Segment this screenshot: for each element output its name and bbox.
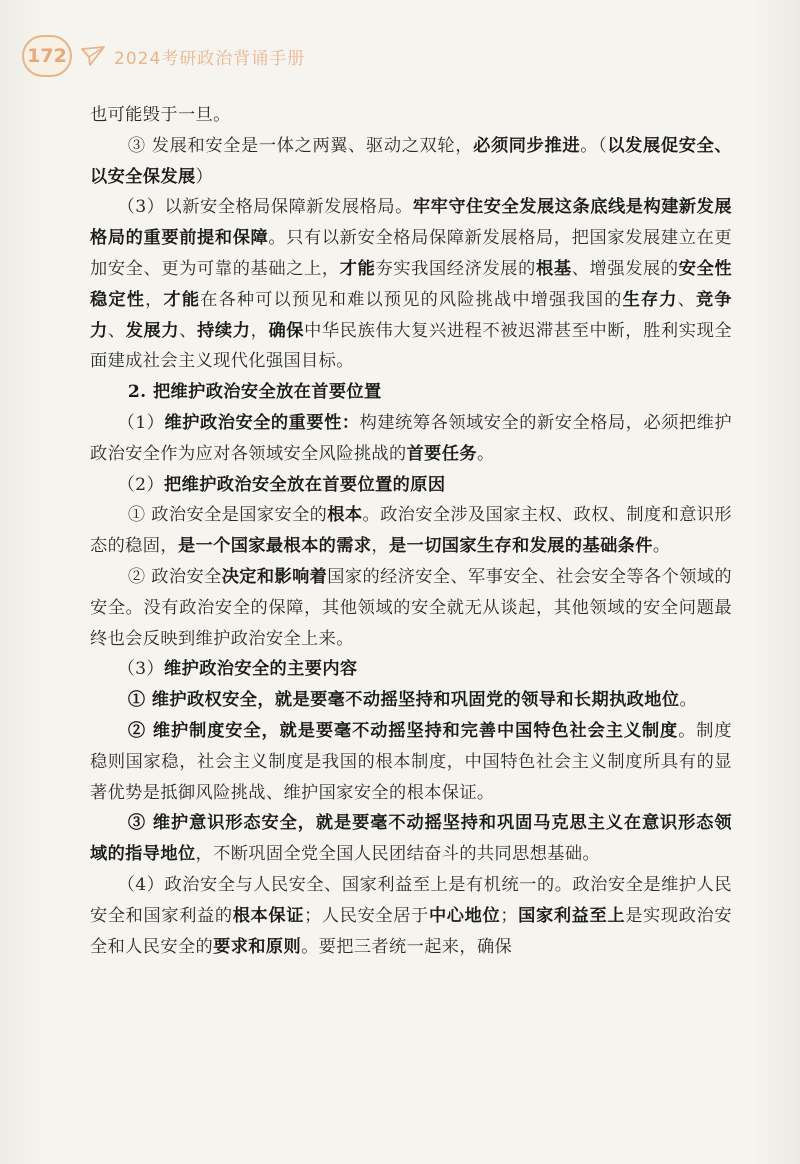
- page-number-badge: [22, 35, 72, 77]
- book-title: 2024考研政治背诵手册: [114, 48, 306, 69]
- text-run: 是实现政治安全和人民安全的: [90, 905, 732, 957]
- text-run: 构建统筹各领域安全的新安全格局，必须把维护政治安全作为应对各领域安全风险挑战的: [90, 412, 732, 464]
- paragraph: [90, 808, 732, 870]
- emphasis-text: 是一个国家最根本的需求: [177, 536, 372, 557]
- emphasis-text: 以发展促安全、以安全保发展: [90, 135, 733, 187]
- emphasis-text: 要求和原则: [213, 936, 302, 957]
- emphasis-text: 持续力: [197, 320, 251, 341]
- emphasis-text: 维护政治安全的重要性：: [164, 412, 360, 433]
- paragraph: [90, 562, 732, 654]
- paragraph: [90, 716, 732, 808]
- paragraph: [90, 192, 732, 377]
- text-run: ；人民安全居于: [304, 905, 429, 926]
- emphasis-text: 根本保证: [232, 905, 305, 926]
- text-run: 。: [476, 443, 495, 464]
- section-heading: [90, 377, 732, 408]
- emphasis-text: ① 维护政权安全，就是要毫不动摇坚持和巩固党的领导和长期执政地位: [127, 690, 680, 711]
- text-run: 。只有以新安全格局保障新发展格局，把国家发展建立在更加安全、更为可靠的基础之上，: [90, 228, 732, 279]
- emphasis-text: 中心地位: [428, 905, 501, 926]
- emphasis-text: 才能: [163, 289, 201, 310]
- text-run: 在各种可以预见和难以预见的风险挑战中增强我国的: [200, 289, 623, 310]
- body-text: [90, 100, 732, 962]
- text-run: 国家的经济安全、军事安全、社会安全等各个领域的安全。没有政治安全的保障，其他领域的安全就无从谈起，其他领域的安全问题最终也会反映到维护政治安全上来。: [90, 566, 732, 649]
- text-run: ，不断巩固全党全国人民团结奋斗的共同思想基础。: [195, 844, 601, 865]
- text-run: ② 政治安全: [127, 566, 222, 587]
- emphasis-text: 决定和影响着: [221, 566, 328, 587]
- paper-plane-icon: [80, 45, 106, 67]
- emphasis-text: 首要任务: [406, 443, 477, 464]
- text-run: （1）: [117, 412, 165, 433]
- emphasis-text: 必须同步推进: [473, 135, 581, 156]
- text-run: （3）以新安全格局保障新发展格局。: [117, 197, 413, 218]
- text-run: 。（: [580, 135, 608, 156]
- emphasis-text: 生存力: [622, 289, 678, 310]
- text-run: ① 政治安全是国家安全的: [127, 505, 328, 526]
- emphasis-text: 把维护政治安全放在首要位置的原因: [164, 474, 446, 495]
- paragraph: [90, 100, 732, 131]
- emphasis-text: 2. 把维护政治安全放在首要位置: [127, 382, 382, 403]
- text-run: ）: [195, 166, 214, 187]
- emphasis-text: 才能: [339, 258, 376, 279]
- emphasis-text: 根本: [327, 505, 363, 526]
- text-run: ，: [250, 320, 269, 341]
- paragraph: [90, 870, 732, 962]
- text-run: 。政治安全涉及国家主权、政权、制度和意识形态的稳固，: [90, 505, 732, 557]
- text-run: 。要把三者统一起来，确保: [301, 936, 513, 957]
- text-run: ，: [371, 536, 390, 557]
- paragraph: [90, 408, 732, 470]
- text-run: 、: [179, 320, 198, 341]
- page-number: 172: [27, 45, 67, 67]
- text-run: 、: [677, 289, 697, 310]
- emphasis-text: ③ 维护意识形态安全，就是要毫不动摇坚持和巩固马克思主义在意识形态领域的指导地位: [90, 813, 732, 865]
- emphasis-text: 根基: [536, 258, 572, 279]
- paragraph: [90, 685, 732, 716]
- text-run: 、: [107, 320, 126, 341]
- text-run: （4）政治安全与人民安全、国家利益至上是有机统一的。政治安全是维护人民安全和国家利益的: [90, 874, 732, 926]
- emphasis-text: 国家利益至上: [517, 905, 626, 926]
- text-run: ；: [500, 905, 518, 926]
- emphasis-text: 安全性稳定性: [90, 258, 733, 310]
- text-run: ，: [145, 289, 164, 310]
- page-header: [22, 34, 422, 78]
- paragraph: [90, 131, 732, 193]
- emphasis-text: ② 维护制度安全，就是要毫不动摇坚持和完善中国特色社会主义制度: [127, 720, 679, 741]
- subsection-heading: [90, 654, 732, 685]
- text-run: 夯实我国经济发展的: [375, 258, 536, 279]
- emphasis-text: 竞争力: [90, 289, 732, 341]
- text-run: 。制度稳则国家稳，社会主义制度是我国的根本制度，中国特色社会主义制度所具有的显著优势是抵御风险挑战、维护国家安全的根本保证。: [90, 720, 733, 803]
- emphasis-text: 确保: [268, 320, 305, 341]
- subsection-heading: [90, 470, 732, 501]
- emphasis-text: 牢牢守住安全发展这条底线是构建新发展格局的重要前提和保障: [90, 197, 732, 249]
- text-run: 也可能毁于一旦。: [90, 105, 231, 125]
- text-run: 。: [652, 536, 671, 557]
- text-run: 中华民族伟大复兴进程不被迟滞甚至中断，胜利实现全面建成社会主义现代化强国目标。: [90, 320, 733, 372]
- text-run: ③ 发展和安全是一体之两翼、驱动之双轮，: [127, 135, 474, 156]
- text-run: （2）: [117, 474, 165, 495]
- emphasis-text: 是一切国家生存和发展的基础条件: [389, 536, 653, 557]
- text-run: 、增强发展的: [571, 258, 679, 279]
- paragraph: [90, 500, 732, 562]
- emphasis-text: 发展力: [125, 320, 180, 341]
- text-run: （3）: [117, 659, 165, 680]
- emphasis-text: 维护政治安全的主要内容: [164, 659, 358, 680]
- text-run: 。: [679, 690, 698, 711]
